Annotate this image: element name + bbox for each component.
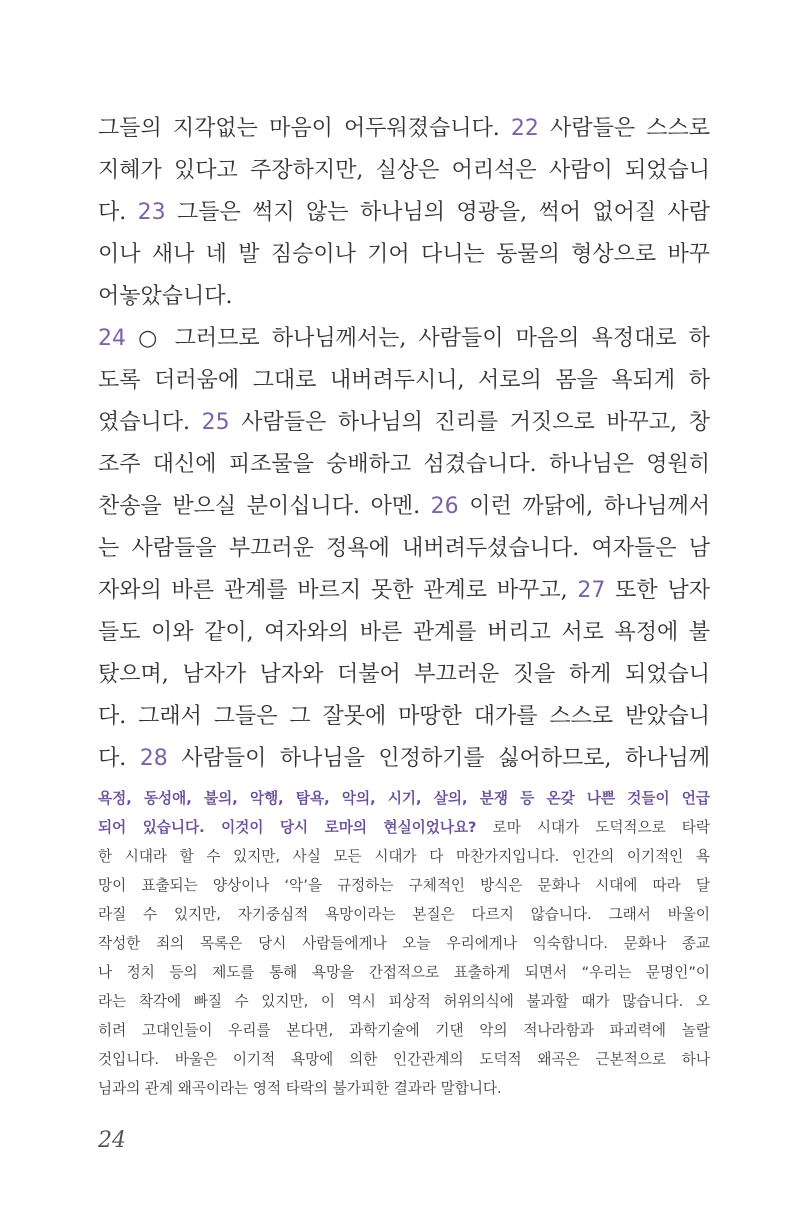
scripture-line (98, 318, 710, 360)
commentary-line: 라는 착각에 빠질 수 있지만, 이 역시 피상적 허위의식에 불과할 때가 많습니다. 오 (98, 993, 710, 1010)
scripture-line: 다. 그래서 그들은 그 잘못에 마땅한 대가를 스스로 받았습니 (98, 704, 710, 729)
verse-number: 23 (137, 200, 166, 225)
scripture-text: 또한 남자 (605, 578, 710, 603)
scripture-line: 지혜가 있다고 주장하지만, 실상은 어리석은 사람이 되었습니 (98, 158, 710, 183)
scripture-text: 였습니다. (98, 410, 202, 435)
scripture-text: 사람들이 하나님을 인정하기를 싫어하므로, 하나님께 (167, 746, 710, 771)
scripture-line: 들도 이와 같이, 여자와의 바른 관계를 버리고 서로 욕정에 불 (98, 620, 710, 645)
commentary-line: 망이 표출되는 양상이나 ‘악’을 규정하는 구체적인 방식은 문화나 시대에 따라 달 (98, 877, 710, 894)
scripture-line: 어놓았습니다. (98, 284, 233, 309)
commentary-line (98, 813, 710, 842)
verse-number: 24 (98, 326, 126, 351)
commentary-question: 되어 있습니다. 이것이 당시 로마의 현실이었나요? (98, 819, 477, 836)
scripture-text: 그들의 지각없는 마음이 어두워졌습니다. (98, 116, 511, 141)
commentary-text: 로마 시대가 도덕적으로 타락 (476, 819, 710, 836)
verse-number: 22 (510, 116, 539, 141)
scripture-line: 는 사람들을 부끄러운 정욕에 내버려두셨습니다. 여자들은 남 (98, 536, 710, 561)
commentary-line: 작성한 죄의 목록은 당시 사람들에게나 오늘 우리에게나 익숙합니다. 문화나 종교 (98, 935, 710, 952)
verse-number: 25 (201, 410, 230, 435)
verse-number: 28 (139, 746, 168, 771)
scripture-text: 다. (98, 200, 138, 225)
scripture-line (98, 738, 710, 780)
commentary-line: 라질 수 있지만, 자기중심적 욕망이라는 본질은 다르지 않습니다. 그래서 바울이 (98, 906, 710, 923)
scripture-line: 이나 새나 네 발 짐승이나 기어 다니는 동물의 형상으로 바꾸 (98, 242, 710, 267)
scripture-text: 사람들은 하나님의 진리를 거짓으로 바꾸고, 창 (229, 410, 710, 435)
scripture-text: 자와의 바른 관계를 바르지 못한 관계로 바꾸고, (98, 578, 578, 603)
scripture-line: 조주 대신에 피조물을 숭배하고 섬겼습니다. 하나님은 영원히 (98, 452, 710, 477)
verse-number: 26 (430, 494, 459, 519)
scripture-line (98, 570, 710, 612)
commentary-line: 한 시대라 할 수 있지만, 사실 모든 시대가 다 마찬가지입니다. 인간의 이기적인 욕 (98, 848, 710, 865)
commentary-line: 것입니다. 바울은 이기적 욕망에 의한 인간관계의 도덕적 왜곡은 근본적으로 하나 (98, 1051, 710, 1068)
scripture-line (98, 486, 710, 528)
scripture-line: 도록 더러움에 그대로 내버려두시니, 서로의 몸을 욕되게 하 (98, 368, 710, 393)
scripture-line (98, 192, 710, 234)
commentary-line: 님과의 관계 왜곡이라는 영적 타락의 불가피한 결과라 말합니다. (98, 1080, 502, 1097)
scripture-text: 다. (98, 746, 140, 771)
scripture-passage (98, 108, 710, 780)
scripture-line (98, 108, 710, 150)
scripture-text: 이런 까닭에, 하나님께서 (458, 494, 710, 519)
commentary-section (98, 784, 710, 1103)
scripture-line (98, 402, 710, 444)
commentary-line: 히려 고대인들이 우리를 본다면, 과학기술에 기댄 악의 적나라함과 파괴력에 놀랄 (98, 1022, 710, 1039)
scripture-line: 탔으며, 남자가 남자와 더불어 부끄러운 짓을 하게 되었습니 (98, 662, 710, 687)
page-number: 24 (98, 1128, 126, 1153)
verse-number: 27 (577, 578, 606, 603)
scripture-text: 찬송을 받으실 분이십니다. 아멘. (98, 494, 431, 519)
commentary-line: 나 정치 등의 제도를 통해 욕망을 간접적으로 표출하게 되면서 “우리는 문명인”이 (98, 964, 710, 981)
commentary-question: 욕정, 동성애, 불의, 악행, 탐욕, 악의, 시기, 살의, 분쟁 등 온갖 나쁜 것들이 언급 (98, 790, 710, 807)
scripture-text: ○ 그러므로 하나님께서는, 사람들이 마음의 욕정대로 하 (126, 326, 710, 351)
scripture-text: 그들은 썩지 않는 하나님의 영광을, 썩어 없어질 사람 (165, 200, 710, 225)
scripture-text: 사람들은 스스로 (538, 116, 710, 141)
